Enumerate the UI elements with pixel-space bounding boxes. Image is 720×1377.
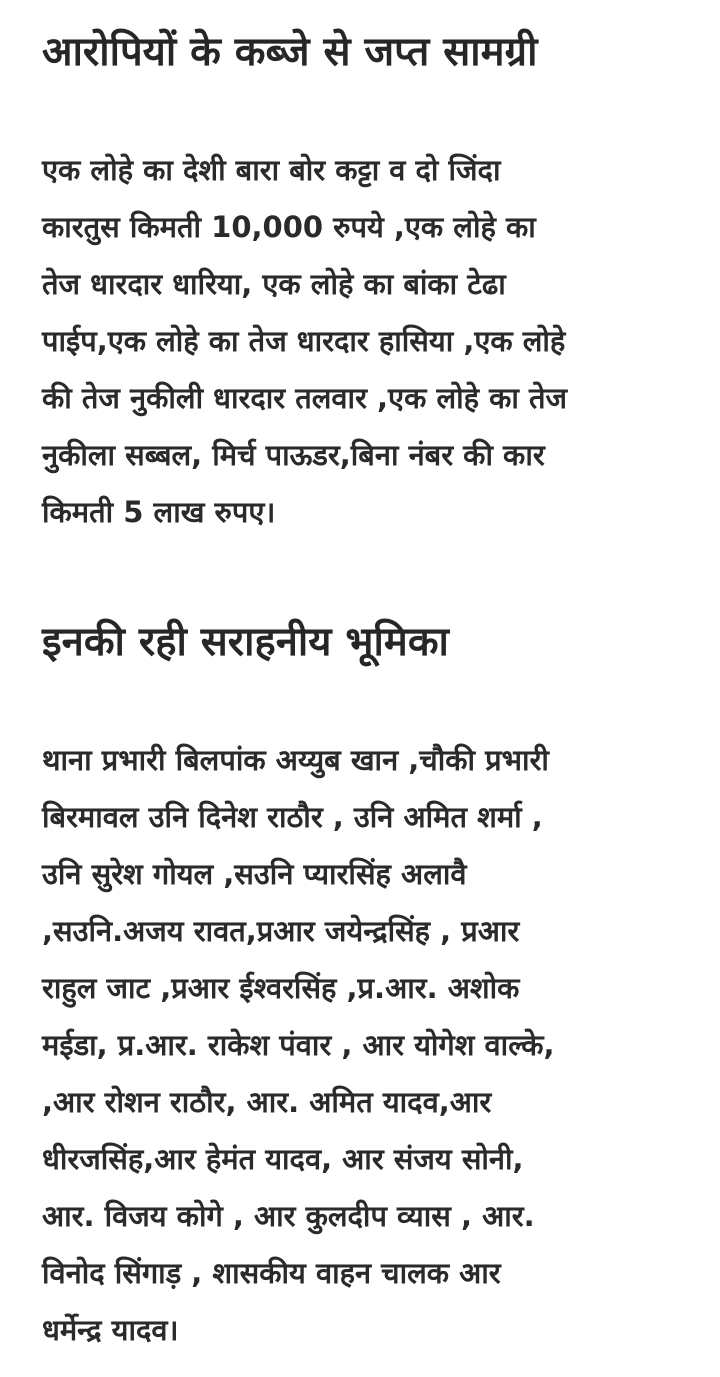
paragraph-line: एक लोहे का देशी बारा बोर कट्टा व दो जिंदा — [42, 153, 501, 187]
paragraph-line: विनोद सिंगाड़ , शासकीय वाहन चालक आर — [42, 1256, 501, 1290]
paragraph-line: धीरजसिंह,आर हेमंत यादव, आर संजय सोनी, — [42, 1142, 524, 1176]
paragraph-line: पाईप,एक लोहे का तेज धारदार हासिया ,एक लोहे — [42, 324, 566, 358]
paragraph-line: कारतुस किमती 10,000 रुपये ,एक लोहे का — [42, 210, 536, 244]
paragraph-line: ,आर रोशन राठौर, आर. अमित यादव,आर — [42, 1085, 492, 1119]
paragraph-line: धर्मेन्द्र यादव। — [42, 1313, 179, 1347]
paragraph-line: आर. विजय कोगे , आर कुलदीप व्यास , आर. — [42, 1199, 535, 1233]
paragraph-line: की तेज नुकीली धारदार तलवार ,एक लोहे का तेज — [42, 381, 568, 415]
paragraph-line: थाना प्रभारी बिलपांक अय्युब खान ,चौकी प्रभारी — [42, 743, 549, 777]
paragraph-line: ,सउनि.अजय रावत,प्रआर जयेन्द्रसिंह , प्रआर — [42, 914, 520, 948]
paragraph-line: मईडा, प्र.आर. राकेश पंवार , आर योगेश वाल्के, — [42, 1028, 555, 1062]
paragraph-line: तेज धारदार धारिया, एक लोहे का बांका टेढा — [42, 267, 506, 301]
paragraph-line: किमती 5 लाख रुपए। — [42, 495, 276, 529]
seized-items-paragraph — [42, 142, 692, 541]
commendable-role-heading: इनकी रही सराहनीय भूमिका — [42, 619, 449, 665]
commendable-role-paragraph — [42, 732, 692, 1359]
paragraph-line: उनि सुरेश गोयल ,सउनि प्यारसिंह अलावै — [42, 857, 467, 891]
paragraph-line: राहुल जाट ,प्रआर ईश्वरसिंह ,प्र.आर. अशोक — [42, 971, 520, 1005]
paragraph-line: बिरमावल उनि दिनेश राठौर , उनि अमित शर्मा , — [42, 800, 543, 834]
paragraph-line: नुकीला सब्बल, मिर्च पाऊडर,बिना नंबर की कार — [42, 438, 545, 472]
seized-items-heading: आरोपियों के कब्जे से जप्त सामग्री — [42, 29, 538, 75]
